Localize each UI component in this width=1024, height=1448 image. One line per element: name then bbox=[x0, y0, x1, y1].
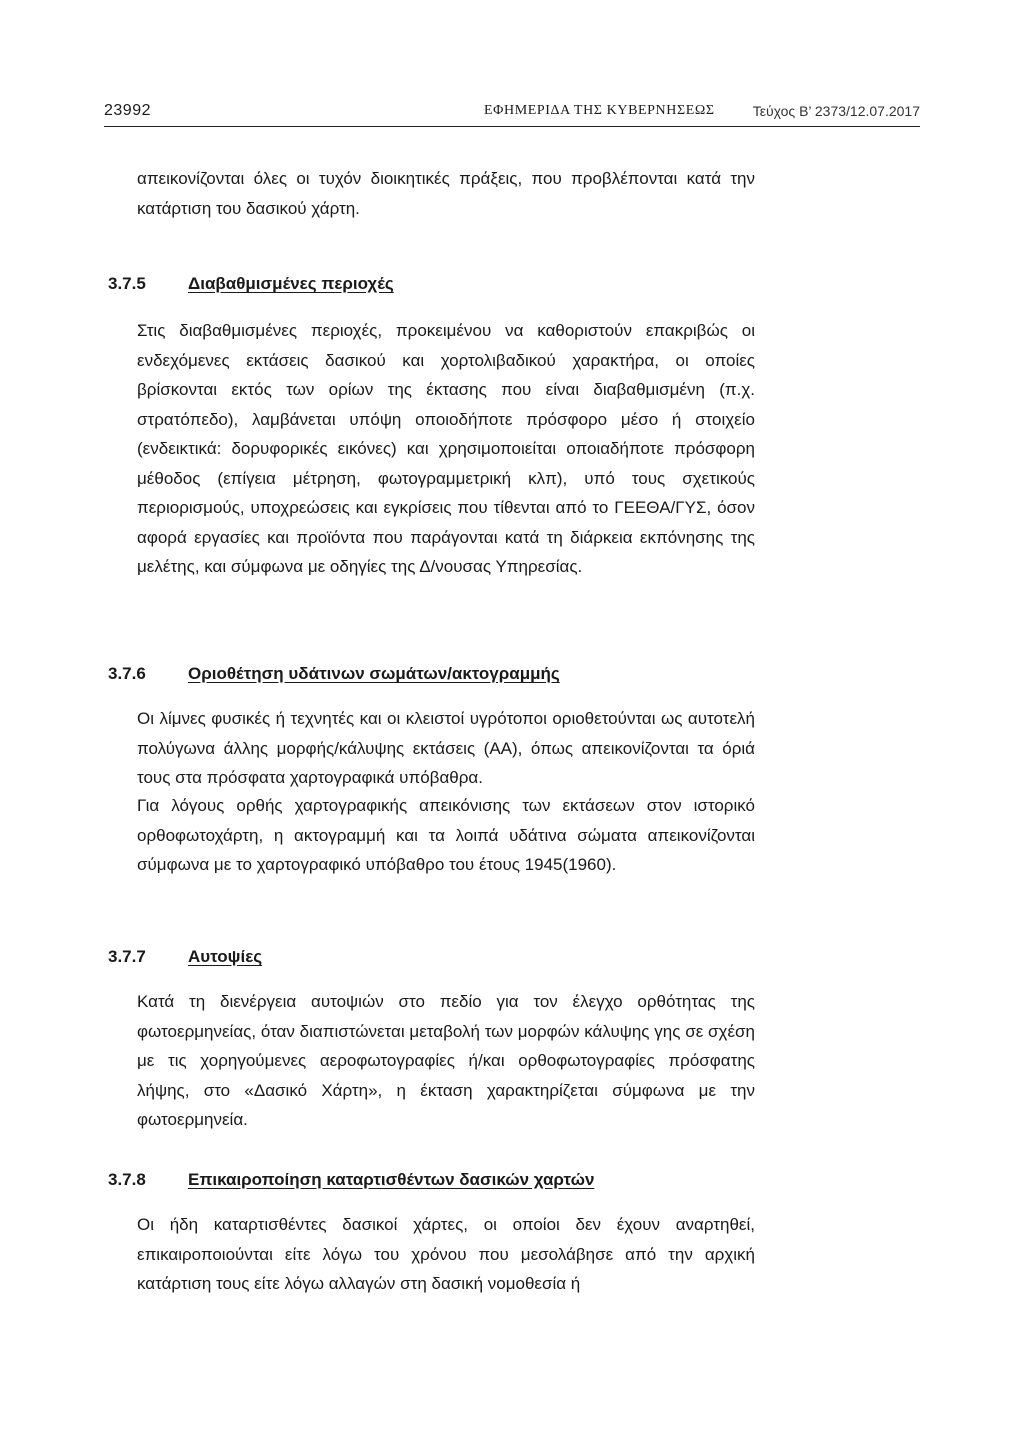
section-number: 3.7.5 bbox=[108, 274, 146, 293]
section-3-7-6-paragraph-1: Οι λίμνες φυσικές ή τεχνητές και οι κλειστοί υγρότοποι οριοθετούνται ως αυτοτελή πολύγωνα άλλης μορφής/κάλυψης εκτάσεις (ΑΑ), όπως απεικονίζονται τα όριά τους στα πρόσφατα χαρτογραφικά υπόβαθρα. bbox=[137, 709, 755, 787]
section-title: Αυτοψίες bbox=[188, 947, 263, 966]
section-title: Επικαιροποίηση καταρτισθέντων δασικών χαρτών bbox=[188, 1170, 595, 1189]
section-heading-3-7-8 bbox=[108, 1168, 908, 1192]
page-header bbox=[104, 100, 920, 127]
section-heading-3-7-7 bbox=[108, 945, 908, 969]
section-number: 3.7.8 bbox=[108, 1170, 146, 1189]
page-number: 23992 bbox=[104, 102, 151, 119]
section-title: Οριοθέτηση υδάτινων σωμάτων/ακτογραμμής bbox=[188, 664, 560, 683]
section-title: Διαβαθμισμένες περιοχές bbox=[188, 274, 394, 293]
section-3-7-5-paragraph-1: Στις διαβαθμισμένες περιοχές, προκειμένου να καθοριστούν επακριβώς οι ενδεχόμενες εκτάσεις δασικού και χορτολιβαδικού χαρακτήρα, οι οποίες βρίσκονται εκτός των ορίων της έκτασης που είναι διαβαθμισμένη (π.χ. στρατόπεδο), λαμβάνεται υπόψη οποιοδήποτε πρόσφορο μέσο ή στοιχείο (ενδεικτικά: δορυφορικές εικόνες) και χρησιμοποιείται οποιαδήποτε πρόσφορη μέθοδος (επίγεια μέτρηση, φωτογραμμετρική κλπ), υπό τους σχετικούς περιορισμούς, υποχρεώσεις και εγκρίσεις που τίθενται από το ΓΕΕΘΑ/ΓΥΣ, όσον αφορά εργασίες και προϊόντα που παράγονται κατά τη διάρκεια εκπόνησης της μελέτης, και σύμφωνα με οδηγίες της Δ/νουσας Υπηρεσίας. bbox=[137, 321, 755, 576]
intro-paragraph: απεικονίζονται όλες οι τυχόν διοικητικές πράξεις, που προβλέπονται κατά την κατάρτιση του δασικού χάρτη. bbox=[137, 169, 755, 218]
section-3-7-8-paragraph-1: Οι ήδη καταρτισθέντες δασικοί χάρτες, οι οποίοι δεν έχουν αναρτηθεί, επικαιροποιούνται είτε λόγω του χρόνου που μεσολάβησε από την αρχική κατάρτιση τους είτε λόγω αλλαγών στη δασική νομοθεσία ή bbox=[137, 1215, 755, 1293]
section-3-7-7-paragraph-1: Κατά τη διενέργεια αυτοψιών στο πεδίο για τον έλεγχο ορθότητας της φωτοερμηνείας, όταν διαπιστώνεται μεταβολή των μορφών κάλυψης γης σε σχέση με τις χορηγούμενες αεροφωτογραφίες ή/και ορθοφωτογραφίες πρόσφατης λήψης, στο «Δασικό Χάρτη», η έκταση χαρακτηρίζεται σύμφωνα με την φωτοερμηνεία. bbox=[137, 992, 755, 1129]
section-heading-3-7-5 bbox=[108, 272, 908, 296]
issue-info: Τεύχος Β’ 2373/12.07.2017 bbox=[752, 103, 920, 119]
section-heading-3-7-6 bbox=[108, 662, 908, 686]
publication-title: ΕΦΗΜΕΡΙΔΑ ΤΗΣ ΚΥΒΕΡΝΗΣΕΩΣ bbox=[484, 103, 715, 118]
section-3-7-6-paragraph-2: Για λόγους ορθής χαρτογραφικής απεικόνισης των εκτάσεων στον ιστορικό ορθοφωτοχάρτη, η ακτογραμμή και τα λοιπά υδάτινα σώματα απεικονίζονται σύμφωνα με το χαρτογραφικό υπόβαθρο του έτους 1945(1960). bbox=[137, 796, 755, 874]
section-number: 3.7.6 bbox=[108, 664, 146, 683]
section-number: 3.7.7 bbox=[108, 947, 146, 966]
